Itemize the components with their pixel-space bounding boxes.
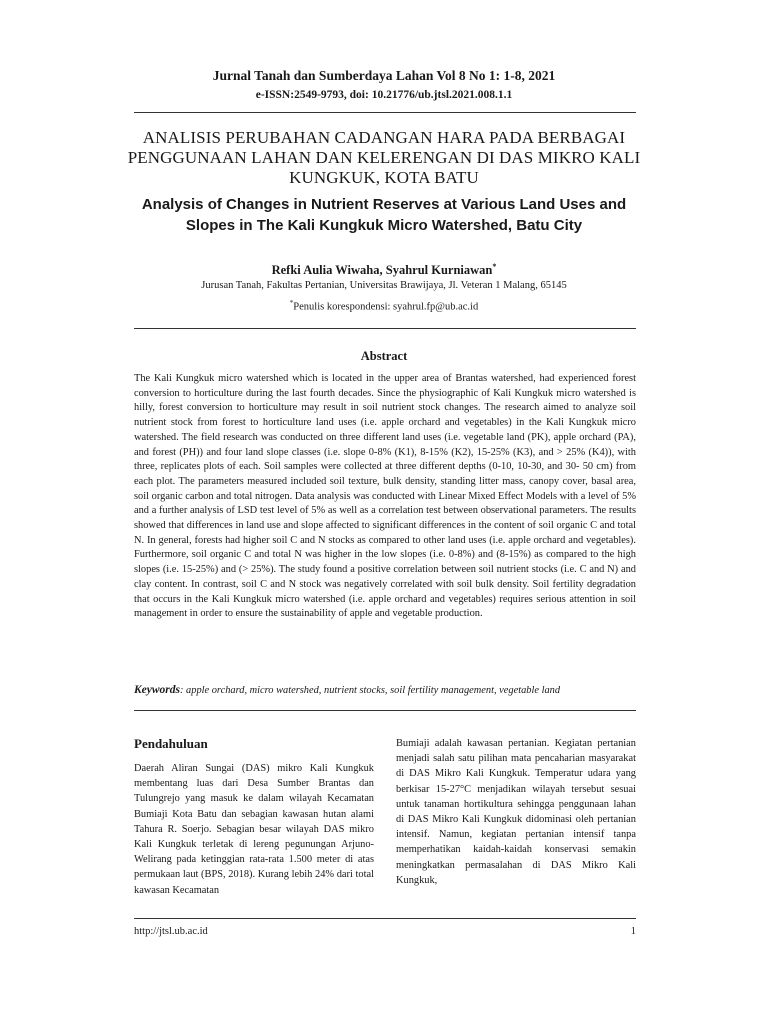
abstract-heading: Abstract (360, 349, 408, 363)
intro-paragraph-left: Daerah Aliran Sungai (DAS) mikro Kali Kungkuk membentang luas dari Desa Sumber Brantas dan Tulungrejo yang masuk ke dalam wilayah Kecamatan Bumiaji Kota Batu dan sebagian kawasan hutan alami Tahura R. Soerjo. Sebagian besar wilayah DAS mikro Kali Kungkuk terletak di lereng pegunungan Arjuno-Welirang pada ketinggian rata-rata 1.500 meter di atas permukaan laut (BPS, 2018). Kurang lebih 24% dari total kawasan Kecamatan (134, 763, 374, 896)
affiliation: Jurusan Tanah, Fakultas Pertanian, Universitas Brawijaya, Jl. Veteran 1 Malang, 65145 (201, 280, 567, 291)
corresponding-author (0, 299, 768, 313)
author-asterisk: * (492, 262, 497, 271)
author-names: Refki Aulia Wiwaha, Syahrul Kurniawan (271, 263, 493, 278)
section-heading: Pendahuluan (134, 736, 208, 751)
intro-paragraph-right: Bumiaji adalah kawasan pertanian. Kegiatan pertanian menjadi salah satu pilihan mata pencaharian masyarakat di DAS Mikro Kali Kungkuk. Temperatur udara yang berkisar 15-27°C menjadikan wilayah tersebut sesuai untuk tanaman hortikultura sehingga penggunaan lahan di DAS Mikro Kali Kungkuk didominasi oleh pertanian intensif. Namun, kegiatan pertanian intensif tanpa memperhatikan kaidah-kaidah konservasi semakin meningkatkan permasalahan di DAS Mikro Kali Kungkuk, (396, 738, 636, 886)
abstract-top-divider (134, 328, 636, 329)
corr-email: Penulis korespondensi: syahrul.fp@ub.ac.id (293, 301, 479, 313)
author-line (0, 262, 768, 278)
journal-citation: Jurnal Tanah dan Sumberdaya Lahan Vol 8 No 1: 1-8, 2021 (212, 68, 556, 83)
abstract-text: The Kali Kungkuk micro watershed which is located in the upper area of Brantas watershed, had experienced forest conversion to horticulture during the last fourth decades. Since the physiographic of Kali Kungkuk micro watershed is hilly, forest conversion to horticulture may result in soil nutrient stock changes. The research aimed to analyze soil nutrient stock from forest to horticulture land uses (i.e. apple orchard and vegetables) in the Kali Kungkuk micro watershed. The field research was conducted on three different land uses (i.e. vegetable land (PK), apple orchard (PA), and forest (PH)) and four land slope classes (i.e. slope 0-8% (K1), 8-15% (K2), 15-25% (K3), and > 25% (K4)), with three, replicates plots of each. Soil samples were collected at three different depths (0-10, 10-30, and 30- 50 cm) from each plot. The parameters measured included soil texture, bulk density, standing litter mass, canopy cover, basal area, soil organic carbon and total nitrogen. Data analysis was conducted with Linear Mixed Effect Models with a level of 5% and a further analysis of LSD test level of 5% as well as a correlation test between observational parameters. The results showed that differences in land use and slope affected to significant differences in the content of soil organic C and total N. In general, forests had higher soil C and N stocks as compared to other land uses (i.e. apple orchard and vegetables). Furthermore, soil organic C and total N was higher in the low slopes (i.e. 0-8%) and (8-15%) as compared to the high slopes (i.e. 15-25%) and (> 25%). The study found a positive correlation between soil nutrient stocks (i.e. C and N) and clay content. In contrast, soil C and N stock was negatively correlated with soil bulk density. Soil fertility degradation that occurs in the Kali Kungkuk micro watershed (i.e. apple orchard and vegetables) requires serious attention in soil management in order to ensure the sustainability of apple and vegetable production. (134, 373, 636, 620)
abstract-bottom-divider (134, 710, 636, 711)
title-indonesian: ANALISIS PERUBAHAN CADANGAN HARA PADA BERBAGAI PENGGUNAAN LAHAN DAN KELERENGAN DI DAS MIKRO KALI KUNGKUK, KOTA BATU (127, 128, 641, 187)
footer-url-link[interactable]: http://jtsl.ub.ac.id (134, 926, 208, 937)
footer-divider (134, 918, 636, 919)
page-number: 1 (630, 926, 636, 937)
corr-asterisk: * (289, 299, 294, 307)
title-english: Analysis of Changes in Nutrient Reserves at Various Land Uses and Slopes in The Kali Kungkuk Micro Watershed, Batu City (141, 196, 627, 234)
keywords-label: Keywords (134, 684, 180, 696)
intro-column-right (396, 736, 636, 888)
intro-column-left (134, 736, 374, 898)
keywords-list: : apple orchard, micro watershed, nutrient stocks, soil fertility management, vegetable land (180, 685, 561, 696)
header-divider (134, 112, 636, 113)
keywords (134, 684, 636, 696)
issn-doi: e-ISSN:2549-9793, doi: 10.21776/ub.jtsl.2021.008.1.1 (255, 89, 513, 101)
